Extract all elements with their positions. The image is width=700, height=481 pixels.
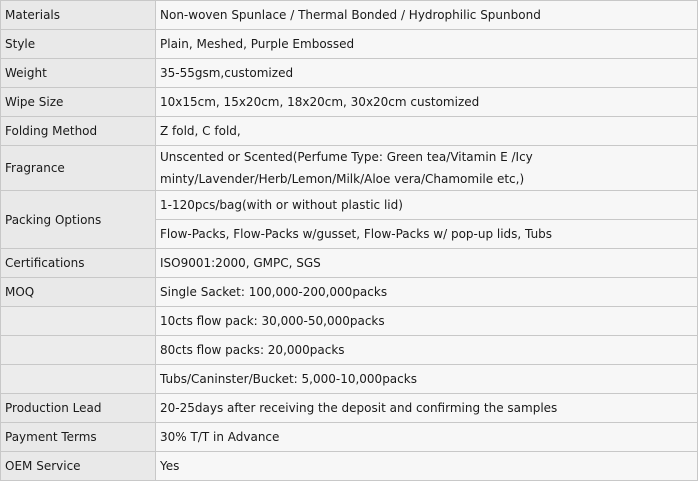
- row-value-payment-terms: 30% T/T in Advance: [156, 423, 698, 452]
- row-value-packing-options-1: 1-120pcs/bag(with or without plastic lid): [156, 191, 698, 220]
- table-row: [1, 146, 698, 191]
- row-label-moq: MOQ: [1, 278, 156, 307]
- row-value-packing-options-2: Flow-Packs, Flow-Packs w/gusset, Flow-Packs w/ pop-up lids, Tubs: [156, 220, 698, 249]
- table-row: [1, 336, 698, 365]
- row-value-style: Plain, Meshed, Purple Embossed: [156, 30, 698, 59]
- row-label-weight: Weight: [1, 59, 156, 88]
- row-value-wipe-size: 10x15cm, 15x20cm, 18x20cm, 30x20cm customized: [156, 88, 698, 117]
- table-row: [1, 452, 698, 481]
- table-row: [1, 117, 698, 146]
- table-row: [1, 365, 698, 394]
- table-row: [1, 423, 698, 452]
- row-label-folding-method: Folding Method: [1, 117, 156, 146]
- row-value-fragrance: [156, 146, 698, 191]
- row-label-certifications: Certifications: [1, 249, 156, 278]
- row-label-packing-options: Packing Options: [1, 191, 156, 249]
- fragrance-line-2: minty/Lavender/Herb/Lemon/Milk/Aloe vera/Chamomile etc,): [160, 172, 525, 186]
- row-label-production-lead: Production Lead: [1, 394, 156, 423]
- table-row: [1, 191, 698, 220]
- row-label-wipe-size: Wipe Size: [1, 88, 156, 117]
- table-row: [1, 278, 698, 307]
- row-label-payment-terms: Payment Terms: [1, 423, 156, 452]
- row-label-oem-service: OEM Service: [1, 452, 156, 481]
- table-row: [1, 30, 698, 59]
- row-value-moq-4: Tubs/Caninster/Bucket: 5,000-10,000packs: [156, 365, 698, 394]
- row-label-blank: [1, 307, 156, 336]
- row-value-certifications: ISO9001:2000, GMPC, SGS: [156, 249, 698, 278]
- table-row: [1, 249, 698, 278]
- row-value-moq-1: Single Sacket: 100,000-200,000packs: [156, 278, 698, 307]
- row-label-style: Style: [1, 30, 156, 59]
- row-value-production-lead: 20-25days after receiving the deposit and confirming the samples: [156, 394, 698, 423]
- table-row: [1, 59, 698, 88]
- table-row: [1, 307, 698, 336]
- table-row: [1, 394, 698, 423]
- fragrance-line-1: Unscented or Scented(Perfume Type: Green tea/Vitamin E /Icy: [160, 150, 533, 164]
- table-row: [1, 88, 698, 117]
- row-label-blank: [1, 365, 156, 394]
- row-label-fragrance: Fragrance: [1, 146, 156, 191]
- row-label-blank: [1, 336, 156, 365]
- row-value-weight: 35-55gsm,customized: [156, 59, 698, 88]
- table-row: [1, 1, 698, 30]
- row-label-materials: Materials: [1, 1, 156, 30]
- row-value-folding-method: Z fold, C fold,: [156, 117, 698, 146]
- row-value-moq-2: 10cts flow pack: 30,000-50,000packs: [156, 307, 698, 336]
- row-value-oem-service: Yes: [156, 452, 698, 481]
- row-value-materials: Non-woven Spunlace / Thermal Bonded / Hydrophilic Spunbond: [156, 1, 698, 30]
- row-value-moq-3: 80cts flow packs: 20,000packs: [156, 336, 698, 365]
